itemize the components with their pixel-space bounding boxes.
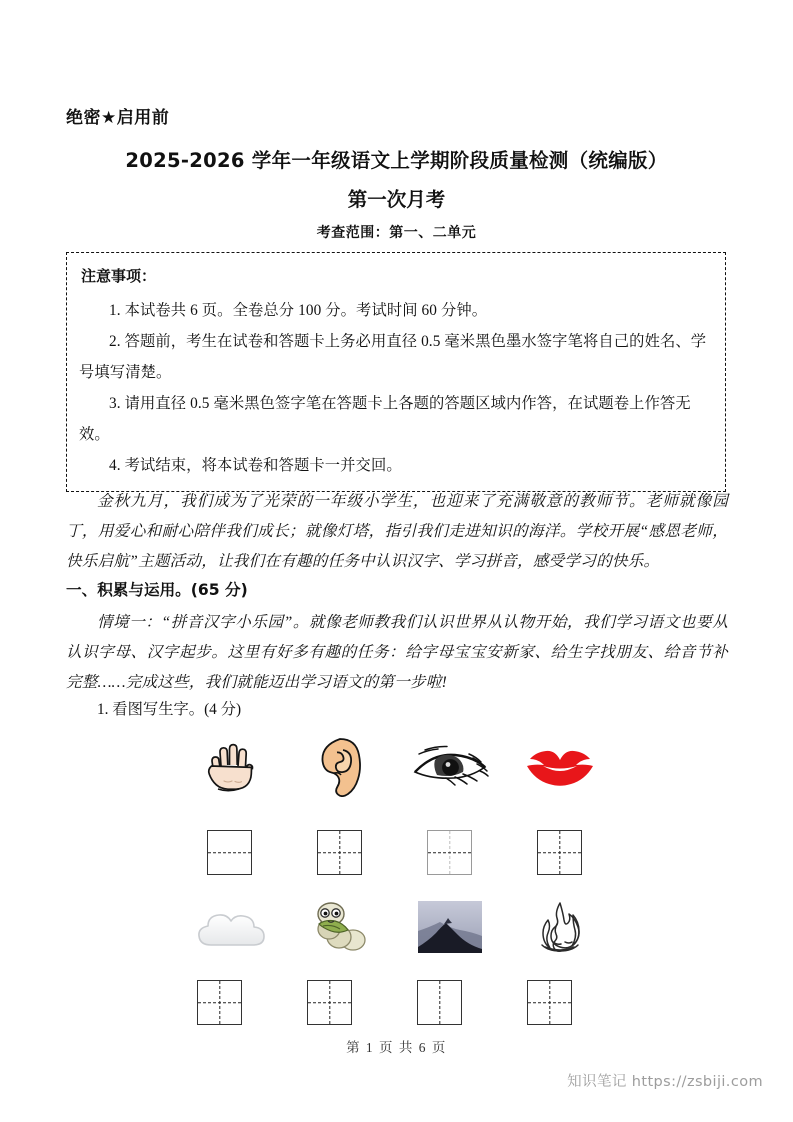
exam-scope: 考查范围：第一、二单元 [316, 226, 477, 241]
picture-cell [505, 896, 615, 958]
ear-icon [316, 737, 364, 797]
notice-box [66, 252, 726, 492]
page-title: 2025-2026 学年一年级语文上学期阶段质量检测（统编版） [125, 149, 668, 172]
tianzige-box[interactable] [417, 980, 462, 1025]
tianzige-box[interactable] [537, 830, 582, 875]
tianzige-box[interactable] [307, 980, 352, 1025]
picture-cell [285, 736, 395, 798]
picture-cell [505, 736, 615, 798]
tianzige-box[interactable] [207, 830, 252, 875]
picture-cell [175, 896, 285, 958]
page-subtitle: 第一次月考 [347, 188, 446, 211]
notice-item: 1. 本试卷共 6 页。全卷总分 100 分。考试时间 60 分钟。 [109, 302, 488, 319]
situation-one-paragraph: 情境一：“拼音汉字小乐园”。就像老师教我们认识世界从认物开始，我们学习语文也要从认识字母、汉字起步。这里有好多有趣的任务：给字母宝宝安新家、给生字找朋友、给音节补完整……完成这些，我们就能迈出学习语文的第一步啦! [66, 614, 728, 691]
insect-icon [309, 900, 371, 954]
eye-icon [411, 745, 489, 789]
fire-icon [531, 898, 589, 956]
picture-row-1 [0, 736, 793, 798]
mountain-icon [418, 901, 482, 953]
page-number: 第 1 页 共 6 页 [346, 1040, 447, 1055]
notice-item: 3. 请用直径 0.5 毫米黑色签字笔在答题卡上各题的答题区域内作答，在试题卷上作答无效。 [79, 395, 691, 443]
cloud-icon [194, 905, 266, 949]
notice-title: 注意事项： [81, 267, 157, 285]
picture-cell [395, 736, 505, 798]
notice-item: 4. 考试结束，将本试卷和答题卡一并交回。 [109, 457, 402, 474]
answer-box-row-1 [0, 830, 793, 877]
picture-cell [285, 896, 395, 958]
notice-item: 2. 答题前，考生在试卷和答题卡上务必用直径 0.5 毫米黑色墨水签字笔将自己的姓名、学号填写清楚。 [79, 333, 707, 381]
answer-box-row-2 [0, 980, 793, 1027]
tianzige-box[interactable] [527, 980, 572, 1025]
watermark: 知识笔记 https://zsbiji.com [567, 1074, 763, 1090]
picture-cell [175, 736, 285, 798]
picture-row-2 [0, 896, 793, 958]
hand-icon [199, 738, 261, 796]
picture-cell [395, 896, 505, 958]
secret-label: 绝密★启用前 [66, 108, 170, 128]
section-one-heading: 一、积累与运用。(65 分) [66, 581, 248, 599]
intro-paragraph: 金秋九月，我们成为了光荣的一年级小学生，也迎来了充满敬意的教师节。老师就像园丁，用爱心和耐心陪伴我们成长；就像灯塔，指引我们走进知识的海洋。学校开展“感恩老师，快乐启航”主题活动，让我们在有趣的任务中认识汉字、学习拼音，感受学习的快乐。 [66, 493, 728, 570]
mouth-icon [527, 747, 593, 787]
question-one-prompt: 1. 看图写生字。(4 分) [97, 701, 242, 718]
tianzige-box[interactable] [197, 980, 242, 1025]
tianzige-box[interactable] [317, 830, 362, 875]
tianzige-box[interactable] [427, 830, 472, 875]
